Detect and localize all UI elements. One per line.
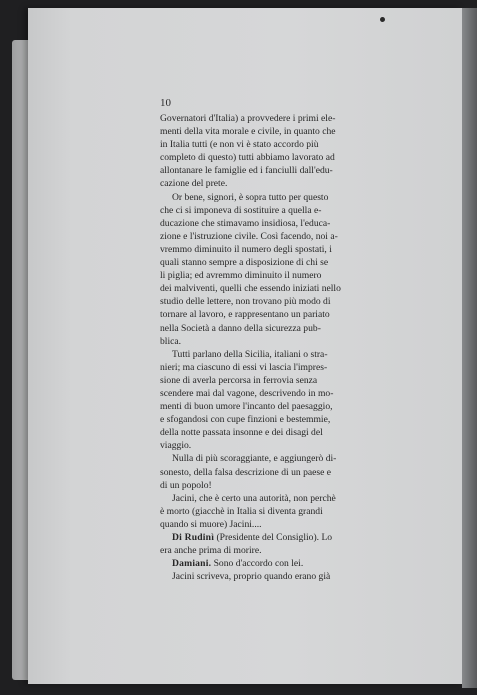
- text-line: [160, 518, 375, 531]
- text-line: [160, 531, 375, 544]
- line-text: ducazione che stimavamo insidiosa, l'educa-: [160, 217, 331, 229]
- text-line: [160, 570, 375, 583]
- text-line: [160, 466, 375, 479]
- text-line: [160, 295, 375, 308]
- line-text: sonesto, della falsa descrizione di un paese e: [160, 466, 332, 478]
- text-line: [160, 269, 375, 282]
- text-line: [160, 230, 375, 243]
- line-text: quali stanno sempre a disposizione di chi se: [160, 257, 329, 269]
- text-line: [160, 335, 375, 348]
- text-line: [160, 217, 375, 230]
- text-line: [160, 492, 375, 505]
- line-text: cazione del prete.: [160, 178, 228, 190]
- text-line: [160, 400, 375, 413]
- line-text: menti di buon umore l'incanto del paesaggio,: [160, 401, 333, 413]
- text-line: [160, 348, 375, 361]
- line-text: Governatori d'Italia) a provvedere i primi ele-: [160, 113, 336, 124]
- text-line: [160, 112, 375, 125]
- line-text: Sono d'accordo con lei.: [211, 558, 304, 570]
- line-text: che ci si imponeva di sostituire a quella e-: [160, 204, 322, 216]
- line-text: menti della vita morale e civile, in quanto che: [160, 126, 336, 138]
- text-line: [160, 191, 375, 204]
- text-line: [160, 282, 375, 295]
- line-text: (Presidente del Consiglio). Lo: [214, 532, 333, 543]
- text-line: [160, 308, 375, 321]
- text-line: [160, 544, 375, 557]
- text-line: [160, 439, 375, 452]
- line-text: Jacini scriveva, proprio quando erano già: [172, 571, 331, 583]
- text-line: [160, 374, 375, 387]
- text-line: [160, 138, 375, 151]
- facing-page-edge: [462, 8, 477, 688]
- line-text: era anche prima di morire.: [160, 545, 262, 557]
- line-text: quando si muore) Jacini....: [160, 518, 262, 530]
- text-line: [160, 505, 375, 518]
- speaker-name: Di Rudinì: [172, 532, 215, 543]
- line-text: Or bene, signori, è sopra tutto per questo: [172, 191, 329, 203]
- text-line: [160, 256, 375, 269]
- line-text: Tutti parlano della Sicilia, italiani o stra-: [172, 348, 328, 360]
- line-text: nieri; ma ciascuno di essi vi lascia l'impres-: [160, 361, 328, 373]
- line-text: sione di averla percorsa in ferrovia senza: [160, 374, 318, 386]
- line-text: allontanare le famiglie ed i fanciulli dall'edu-: [160, 165, 333, 177]
- page-number: 10: [160, 97, 171, 109]
- text-line: [160, 322, 375, 335]
- text-line: [160, 557, 375, 570]
- text-line: [160, 452, 375, 465]
- text-line: [160, 151, 375, 164]
- text-line: [160, 426, 375, 439]
- line-text: li piglia; ed avremmo diminuito il numero: [160, 270, 322, 282]
- line-text: tornare al lavoro, e rappresentano un pariato: [160, 309, 330, 321]
- line-text: blica.: [160, 335, 182, 347]
- text-line: [160, 125, 375, 138]
- speaker-name: Damiani.: [172, 558, 212, 570]
- line-text: in Italia tutti (e non vi è stato accordo più: [160, 139, 319, 151]
- line-text: viaggio.: [160, 440, 192, 452]
- line-text: Jacini, che è certo una autorità, non perchè: [172, 492, 336, 504]
- line-text: dei malviventi, quelli che essendo iniziati nello: [160, 283, 341, 295]
- line-text: studio delle lettere, non trovano più modo di: [160, 296, 331, 308]
- text-line: [160, 413, 375, 426]
- line-text: nella Società a danno della sicurezza pub-: [160, 322, 321, 334]
- text-line: [160, 204, 375, 217]
- line-text: e sfogandosi con cupe finzioni e bestemmie,: [160, 414, 331, 426]
- line-text: completo di questo) tutti abbiamo lavorato ad: [160, 152, 335, 164]
- line-text: Nulla di più scoraggiante, e aggiungerò di-: [172, 453, 337, 465]
- text-line: [160, 177, 375, 190]
- line-text: è morto (giacchè in Italia si diventa grandi: [160, 505, 323, 517]
- text-line: [160, 387, 375, 400]
- text-line: [160, 243, 375, 256]
- ink-dot: [380, 17, 385, 22]
- line-text: di un popolo!: [160, 479, 212, 491]
- line-text: della notte passata insonne e dei disagi del: [160, 427, 323, 439]
- text-line: [160, 361, 375, 374]
- line-text: vremmo diminuito il numero degli spostati, i: [160, 243, 332, 255]
- body-text: [160, 112, 375, 583]
- line-text: zione e l'istruzione civile. Così facendo, noi a-: [160, 230, 338, 242]
- line-text: scendere mai dal vagone, descrivendo in mo-: [160, 387, 334, 399]
- text-line: [160, 479, 375, 492]
- text-line: [160, 164, 375, 177]
